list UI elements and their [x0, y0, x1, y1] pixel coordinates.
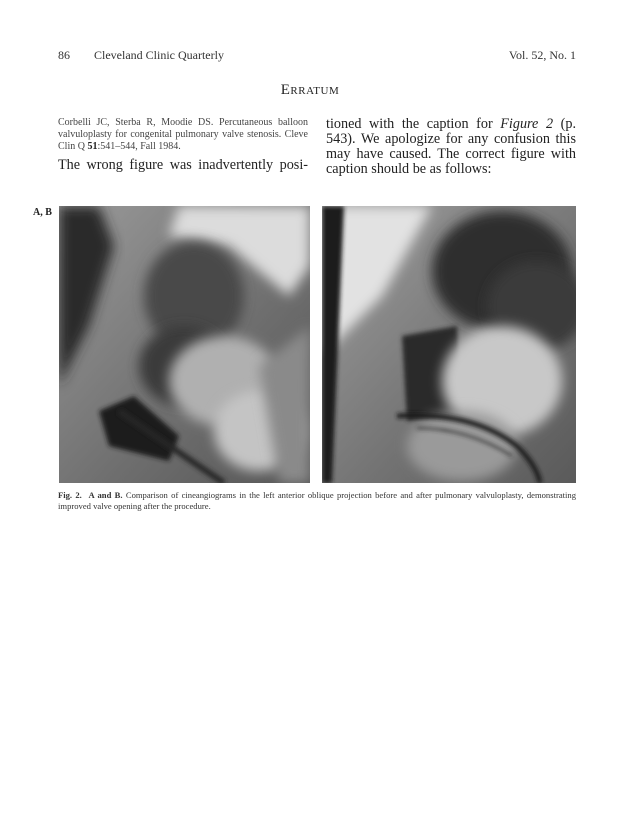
left-column [58, 117, 308, 173]
erratum-text-part-1: tioned with the caption for [326, 116, 501, 132]
figure-caption [58, 490, 576, 512]
figure-reference: Figure 2 [500, 116, 554, 132]
journal-title: Cleveland Clinic Quarterly [94, 48, 224, 62]
caption-label: Fig. 2. [58, 490, 82, 500]
cineangiogram-before [59, 206, 310, 483]
cineangiogram-before-image [59, 206, 310, 483]
citation [58, 117, 308, 153]
figure-panel-label: A, B [33, 207, 52, 218]
volume-number: Vol. 52, No. 1 [508, 48, 576, 62]
cineangiogram-after [322, 206, 576, 483]
right-column [326, 117, 576, 177]
erratum-text-left: The wrong figure was inadvertently posi- [58, 157, 308, 173]
citation-volume: 51 [87, 141, 98, 152]
erratum-text-right [326, 117, 576, 177]
caption-text: Comparison of cineangiograms in the left anterior oblique projection before and after pulmonary valvuloplasty, demonstrating improved valve opening after the procedure. [58, 490, 577, 511]
caption-panels: A and B. [88, 490, 123, 500]
citation-authors-title: Corbelli JC, Sterba R, Moodie DS. Percutaneous balloon valvuloplasty for congenital pulmonary valve stenosis. Cleve Clin Q [58, 117, 308, 152]
section-heading: Erratum [280, 82, 340, 98]
page-number: 86 [58, 48, 70, 62]
erratum-text-part-2: (p. 543). We apologize for any confusion this may have caused. The correct figure with caption should be as follows: [326, 116, 576, 177]
cineangiogram-after-image [322, 206, 576, 483]
citation-pages-date: :541–544, Fall 1984. [97, 141, 181, 152]
